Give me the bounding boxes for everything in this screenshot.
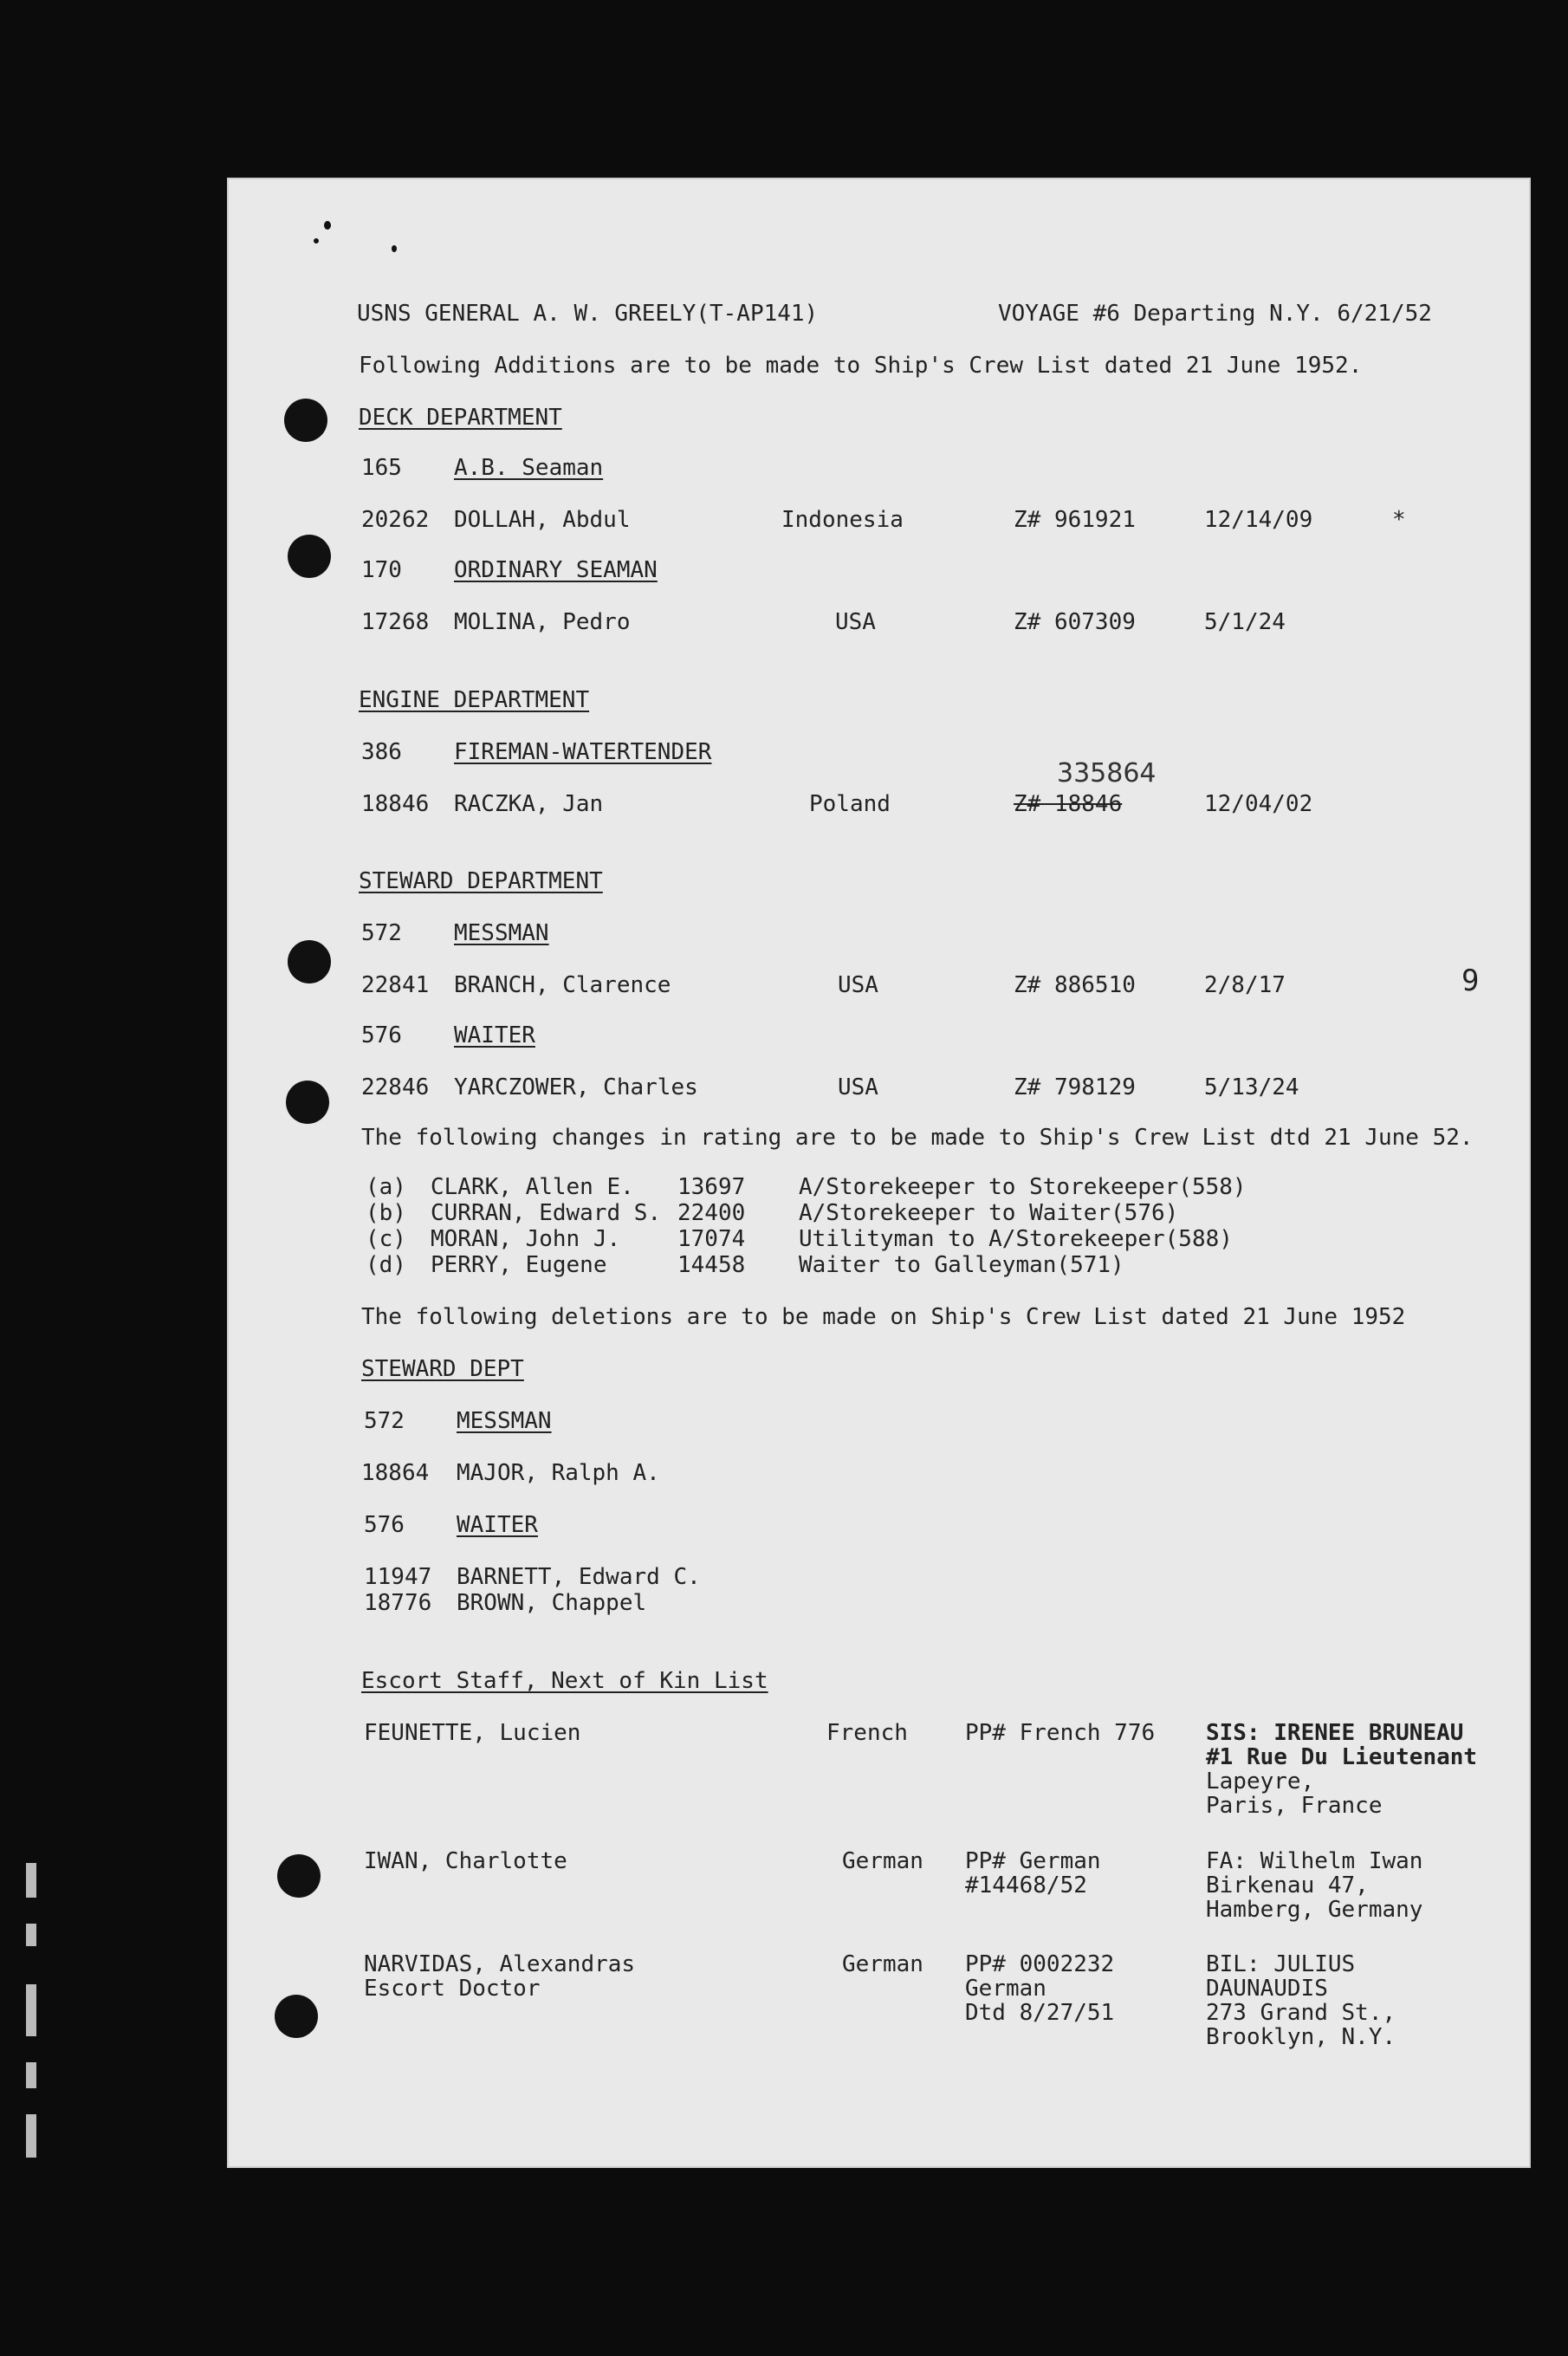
crew-dob: 5/1/24 — [1204, 609, 1286, 635]
department-heading: STEWARD DEPARTMENT — [359, 868, 603, 894]
crew-name: MOLINA, Pedro — [454, 609, 631, 635]
crew-name: RACZKA, Jan — [454, 791, 604, 817]
deletions-intro: The following deletions are to be made on Ship's Crew List dated 21 June 1952 — [361, 1304, 1406, 1330]
rating-title: WAITER — [454, 1022, 535, 1048]
voyage-info: VOYAGE #6 Departing N.Y. 6/21/52 — [998, 301, 1432, 327]
change-key: (a) — [366, 1174, 406, 1200]
film-edge-mark — [26, 2062, 36, 2088]
escort-kin-line: Hamberg, Germany — [1206, 1897, 1423, 1923]
crew-nationality: USA — [835, 609, 876, 635]
escort-kin-line: 273 Grand St., — [1206, 2000, 1396, 2026]
escort-passport: German — [965, 1976, 1046, 2002]
crew-dob: 5/13/24 — [1204, 1074, 1299, 1100]
crew-dob: 2/8/17 — [1204, 972, 1286, 998]
crew-name: BARNETT, Edward C. — [457, 1564, 701, 1590]
rating-code: 170 — [361, 557, 402, 583]
document-page — [227, 178, 1531, 2168]
handwritten-z-correction: 335864 — [1057, 758, 1157, 789]
crew-number: 22841 — [361, 972, 430, 998]
escort-kin-line: Lapeyre, — [1206, 1769, 1315, 1795]
film-edge-mark — [26, 1863, 36, 1898]
crew-nationality: Poland — [809, 791, 891, 817]
crew-mark: * — [1392, 507, 1406, 533]
escort-name: FEUNETTE, Lucien — [364, 1720, 581, 1746]
crew-dob: 12/14/09 — [1204, 507, 1313, 533]
crew-name: DOLLAH, Abdul — [454, 507, 631, 533]
change-name: CLARK, Allen E. — [431, 1174, 634, 1200]
rating-code: 576 — [361, 1022, 402, 1048]
change-name: CURRAN, Edward S. — [431, 1200, 662, 1226]
rating-title: MESSMAN — [454, 920, 549, 946]
rating-code: 386 — [361, 739, 402, 765]
ship-name: USNS GENERAL A. W. GREELY(T-AP141) — [357, 301, 819, 327]
change-key: (c) — [366, 1226, 406, 1252]
escort-name: NARVIDAS, Alexandras — [364, 1951, 636, 1977]
change-number: 17074 — [677, 1226, 746, 1252]
crew-number: 18864 — [361, 1460, 430, 1486]
punch-hole — [288, 940, 331, 983]
escort-kin-line: #1 Rue Du Lieutenant — [1206, 1744, 1478, 1770]
rating-title: FIREMAN-WATERTENDER — [454, 739, 712, 765]
crew-z-number: Z# 798129 — [1014, 1074, 1136, 1100]
crew-dob: 12/04/02 — [1204, 791, 1313, 817]
film-edge-mark — [26, 1984, 36, 2036]
change-number: 14458 — [677, 1252, 746, 1278]
crew-number: 22846 — [361, 1074, 430, 1100]
crew-nationality: USA — [838, 1074, 878, 1100]
additions-intro: Following Additions are to be made to Ship's Crew List dated 21 June 1952. — [359, 353, 1363, 379]
change-description: Waiter to Galleyman(571) — [799, 1252, 1124, 1278]
escort-passport: #14468/52 — [965, 1872, 1087, 1898]
rating-code: 572 — [364, 1408, 405, 1434]
change-number: 13697 — [677, 1174, 746, 1200]
escort-kin-line: Brooklyn, N.Y. — [1206, 2024, 1396, 2050]
escort-heading: Escort Staff, Next of Kin List — [361, 1668, 768, 1694]
rating-title: ORDINARY SEAMAN — [454, 557, 658, 583]
change-description: A/Storekeeper to Storekeeper(558) — [799, 1174, 1247, 1200]
change-key: (b) — [366, 1200, 406, 1226]
speck — [392, 245, 397, 252]
change-name: PERRY, Eugene — [431, 1252, 607, 1278]
escort-passport: Dtd 8/27/51 — [965, 2000, 1115, 2026]
punch-hole — [277, 1854, 321, 1898]
rating-code: 576 — [364, 1512, 405, 1538]
escort-kin-line: BIL: JULIUS — [1206, 1951, 1356, 1977]
changes-intro: The following changes in rating are to be made to Ship's Crew List dtd 21 June 52. — [361, 1125, 1474, 1151]
margin-page-note: 9 — [1461, 964, 1480, 998]
escort-passport: PP# French 776 — [965, 1720, 1156, 1746]
rating-title: A.B. Seaman — [454, 455, 604, 481]
change-description: Utilityman to A/Storekeeper(588) — [799, 1226, 1233, 1252]
crew-number: 18846 — [361, 791, 430, 817]
escort-kin-line: FA: Wilhelm Iwan — [1206, 1848, 1423, 1874]
punch-hole — [284, 399, 327, 442]
rating-code: 572 — [361, 920, 402, 946]
change-number: 22400 — [677, 1200, 746, 1226]
crew-nationality: USA — [838, 972, 878, 998]
escort-name: IWAN, Charlotte — [364, 1848, 567, 1874]
escort-nationality: German — [842, 1951, 923, 1977]
escort-kin-line: SIS: IRENEE BRUNEAU — [1206, 1720, 1464, 1746]
escort-kin-line: DAUNAUDIS — [1206, 1976, 1328, 2002]
change-name: MORAN, John J. — [431, 1226, 621, 1252]
crew-nationality: Indonesia — [781, 507, 904, 533]
crew-number: 20262 — [361, 507, 430, 533]
change-description: A/Storekeeper to Waiter(576) — [799, 1200, 1179, 1226]
department-heading: ENGINE DEPARTMENT — [359, 687, 590, 713]
crew-number: 11947 — [364, 1564, 432, 1590]
crew-name: BRANCH, Clarence — [454, 972, 671, 998]
crew-name: BROWN, Chappel — [457, 1590, 647, 1616]
crew-name: YARCZOWER, Charles — [454, 1074, 698, 1100]
crew-z-number: Z# 886510 — [1014, 972, 1136, 998]
crew-number: 18776 — [364, 1590, 432, 1616]
crew-z-number-struck: Z# 18846 — [1014, 791, 1123, 817]
punch-hole — [288, 535, 331, 578]
rating-title: WAITER — [457, 1512, 538, 1538]
escort-kin-line: Paris, France — [1206, 1793, 1383, 1819]
escort-kin-line: Birkenau 47, — [1206, 1872, 1369, 1898]
crew-number: 17268 — [361, 609, 430, 635]
film-edge-mark — [26, 1924, 36, 1946]
rating-title: MESSMAN — [457, 1408, 552, 1434]
punch-hole — [286, 1081, 329, 1124]
escort-passport: PP# German — [965, 1848, 1101, 1874]
crew-z-number: Z# 607309 — [1014, 609, 1136, 635]
escort-role: Escort Doctor — [364, 1976, 541, 2002]
punch-hole — [275, 1995, 318, 2038]
rating-code: 165 — [361, 455, 402, 481]
department-heading: DECK DEPARTMENT — [359, 405, 562, 431]
speck — [314, 238, 319, 243]
escort-nationality: German — [842, 1848, 923, 1874]
change-key: (d) — [366, 1252, 406, 1278]
crew-name: MAJOR, Ralph A. — [457, 1460, 660, 1486]
crew-z-number: Z# 961921 — [1014, 507, 1136, 533]
speck — [324, 221, 331, 230]
escort-nationality: French — [826, 1720, 908, 1746]
department-heading: STEWARD DEPT — [361, 1356, 524, 1382]
escort-passport: PP# 0002232 — [965, 1951, 1115, 1977]
film-edge-mark — [26, 2114, 36, 2158]
